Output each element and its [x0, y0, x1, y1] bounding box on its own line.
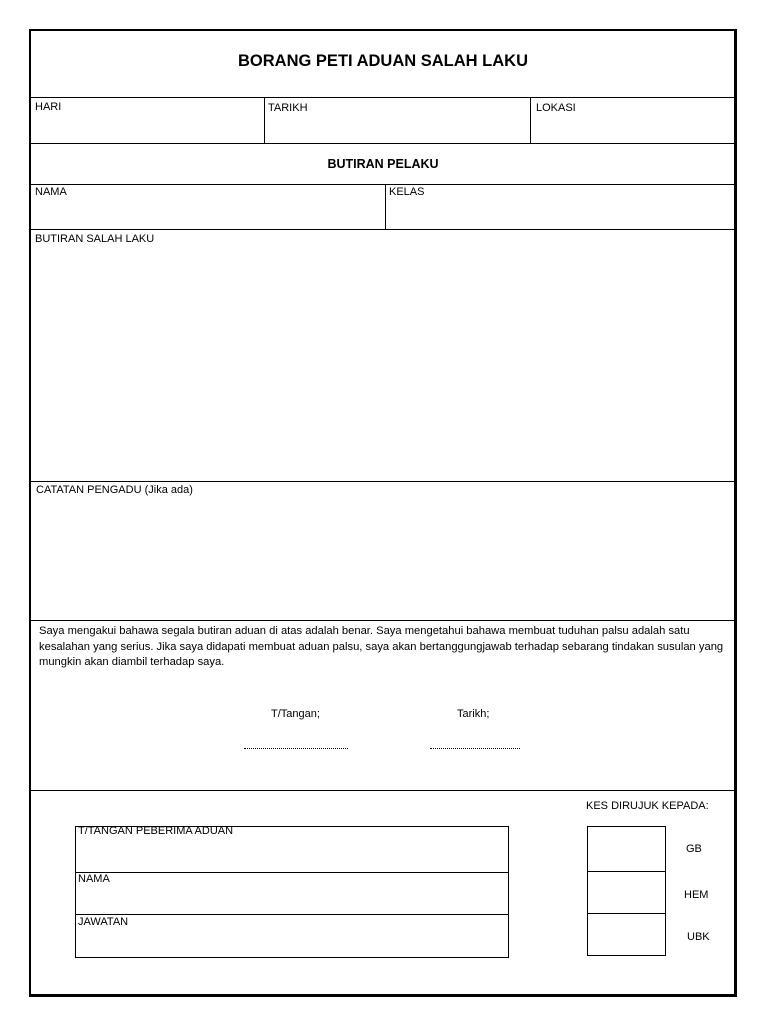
section-title: BUTIRAN PELAKU	[327, 157, 439, 171]
kelas-field[interactable]: KELAS	[389, 186, 425, 198]
lokasi-field[interactable]: LOKASI	[536, 102, 576, 114]
nama-field[interactable]: NAMA	[35, 186, 67, 198]
catatan-pengadu-field[interactable]: CATATAN PENGADU (Jika ada)	[36, 484, 193, 496]
divider	[31, 229, 734, 230]
divider	[76, 914, 508, 915]
receiver-table	[75, 826, 509, 958]
divider	[31, 184, 734, 185]
form-title: BORANG PETI ADUAN SALAH LAKU	[238, 52, 528, 70]
divider	[76, 872, 508, 873]
divider	[385, 184, 386, 229]
date-label: Tarikh;	[457, 708, 490, 720]
hari-field[interactable]: HARI	[35, 101, 62, 113]
tarikh-field[interactable]: TARIKH	[268, 102, 308, 114]
butiran-salah-laku-field[interactable]: BUTIRAN SALAH LAKU	[35, 233, 155, 245]
referral-option-gb: GB	[686, 843, 702, 855]
receiver-signature-field[interactable]: T/TANGAN PEBERIMA ADUAN	[78, 825, 234, 837]
receiver-nama-field[interactable]: NAMA	[78, 873, 110, 885]
referral-heading: KES DIRUJUK KEPADA:	[586, 800, 709, 812]
signature-line[interactable]	[244, 748, 348, 749]
divider	[264, 97, 265, 143]
checkbox-ubk[interactable]	[588, 914, 665, 955]
signature-label: T/Tangan;	[271, 708, 320, 720]
divider	[31, 620, 734, 621]
divider	[31, 97, 734, 98]
divider	[31, 481, 734, 482]
divider	[31, 143, 734, 144]
referral-option-ubk: UBK	[687, 931, 710, 943]
receiver-jawatan-field[interactable]: JAWATAN	[78, 916, 129, 928]
date-line[interactable]	[430, 748, 520, 749]
declaration-text: Saya mengakui bahawa segala butiran aduan di atas adalah benar. Saya mengetahui bahawa membuat tuduhan palsu adalah satu kesalahan yang serius. Jika saya didapati membuat aduan palsu, saya akan bertanggungjawab terhadap sebarang tindakan susulan yang mungkin akan diambil terhadap saya.	[39, 625, 724, 668]
divider	[530, 97, 531, 143]
checkbox-gb[interactable]	[588, 827, 665, 871]
checkbox-hem[interactable]	[588, 872, 665, 913]
divider	[31, 790, 734, 791]
referral-option-hem: HEM	[684, 889, 709, 901]
